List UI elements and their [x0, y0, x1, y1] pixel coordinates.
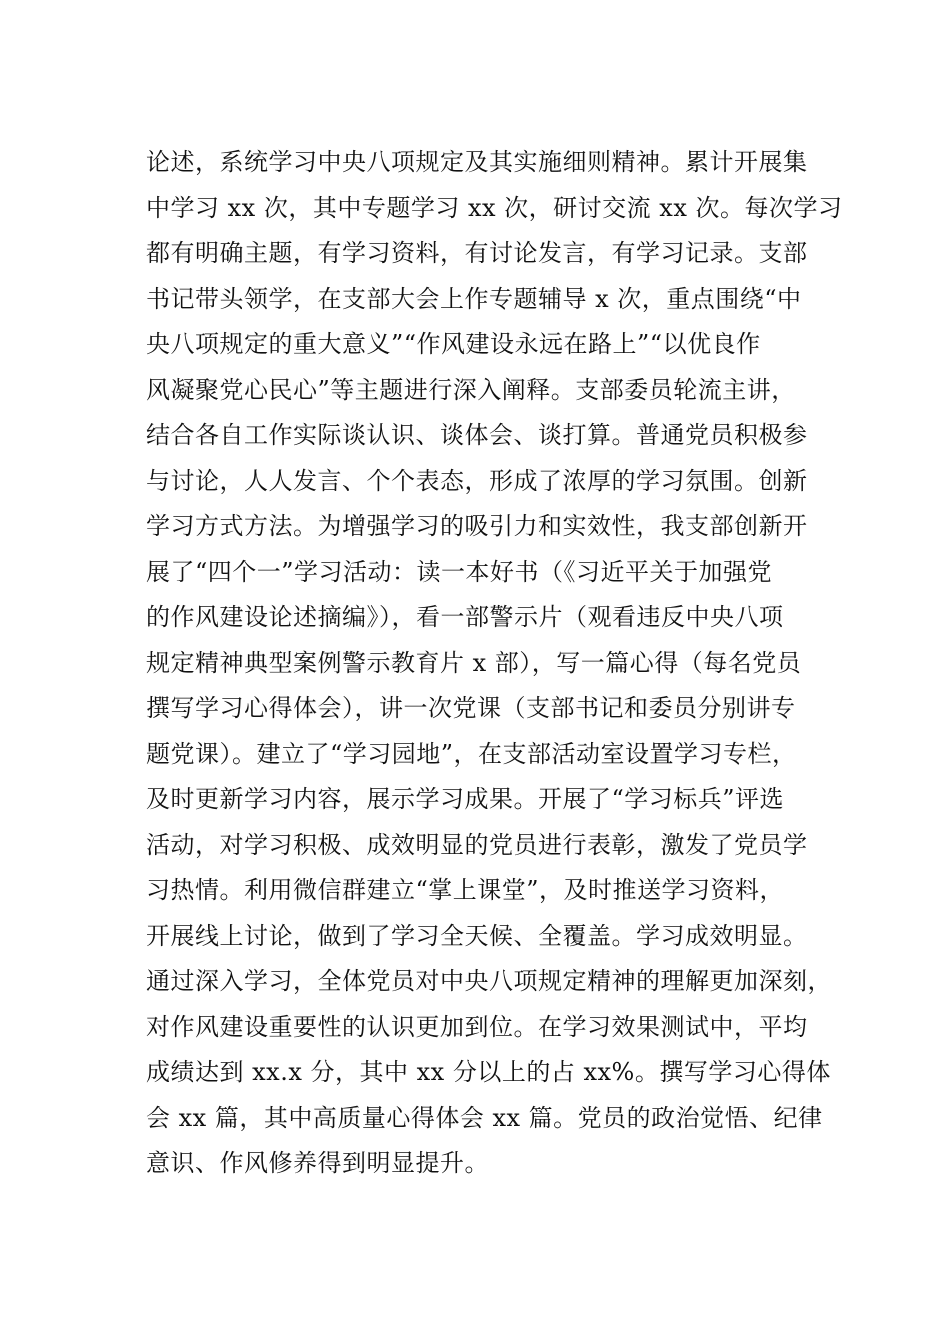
text-line: 通过深入学习，全体党员对中央八项规定精神的理解更加深刻，: [146, 967, 832, 995]
text-line: 展了“四个一”学习活动：读一本好书（《习近平关于加强党: [146, 557, 773, 586]
text-line: 会 xx 篇，其中高质量心得体会 xx 篇。党员的政治觉悟、纪律: [146, 1103, 823, 1132]
body-paragraph: [146, 140, 846, 1187]
text-line: 结合各自工作实际谈认识、谈体会、谈打算。普通党员积极参: [146, 421, 808, 449]
text-line: 及时更新学习内容，展示学习成果。开展了“学习标兵”评选: [146, 785, 785, 813]
text-line: 书记带头领学，在支部大会上作专题辅导 x 次，重点围绕“中: [146, 284, 802, 313]
text-line: 与讨论，人人发言、个个表态，形成了浓厚的学习氛围。创新: [146, 466, 808, 495]
text-line: 规定精神典型案例警示教育片 x 部），写一篇心得（每名党员: [146, 648, 802, 677]
text-line: 题党课）。建立了“学习园地”，在支部活动室设置学习专栏，: [146, 739, 797, 768]
text-line: 成绩达到 xx.x 分，其中 xx 分以上的占 xx%。撰写学习心得体: [146, 1058, 831, 1086]
text-line: 对作风建设重要性的认识更加到位。在学习效果测试中，平均: [146, 1012, 808, 1041]
text-line: 央八项规定的重大意义”“作风建设永远在路上”“以优良作: [146, 330, 761, 358]
text-line: 意识、作风修养得到明显提升。: [146, 1149, 489, 1177]
text-line: 都有明确主题，有学习资料，有讨论发言，有学习记录。支部: [146, 239, 808, 267]
text-line: 学习方式方法。为增强学习的吸引力和实效性，我支部创新开: [146, 512, 808, 540]
text-line: 风凝聚党心民心”等主题进行深入阐释。支部委员轮流主讲，: [146, 375, 796, 404]
text-line: 活动，对学习积极、成效明显的党员进行表彰，激发了党员学: [146, 830, 808, 859]
text-line: 论述，系统学习中央八项规定及其实施细则精神。累计开展集: [146, 148, 808, 176]
text-line: 撰写学习心得体会），讲一次党课（支部书记和委员分别讲专: [146, 694, 796, 722]
text-line: 中学习 xx 次，其中专题学习 xx 次，研讨交流 xx 次。每次学习: [146, 193, 843, 222]
text-line: 的作风建设论述摘编》），看一部警示片（观看违反中央八项: [146, 603, 784, 631]
text-line: 开展线上讨论，做到了学习全天候、全覆盖。学习成效明显。: [146, 921, 808, 950]
text-line: 习热情。利用微信群建立“掌上课堂”，及时推送学习资料，: [146, 876, 785, 904]
